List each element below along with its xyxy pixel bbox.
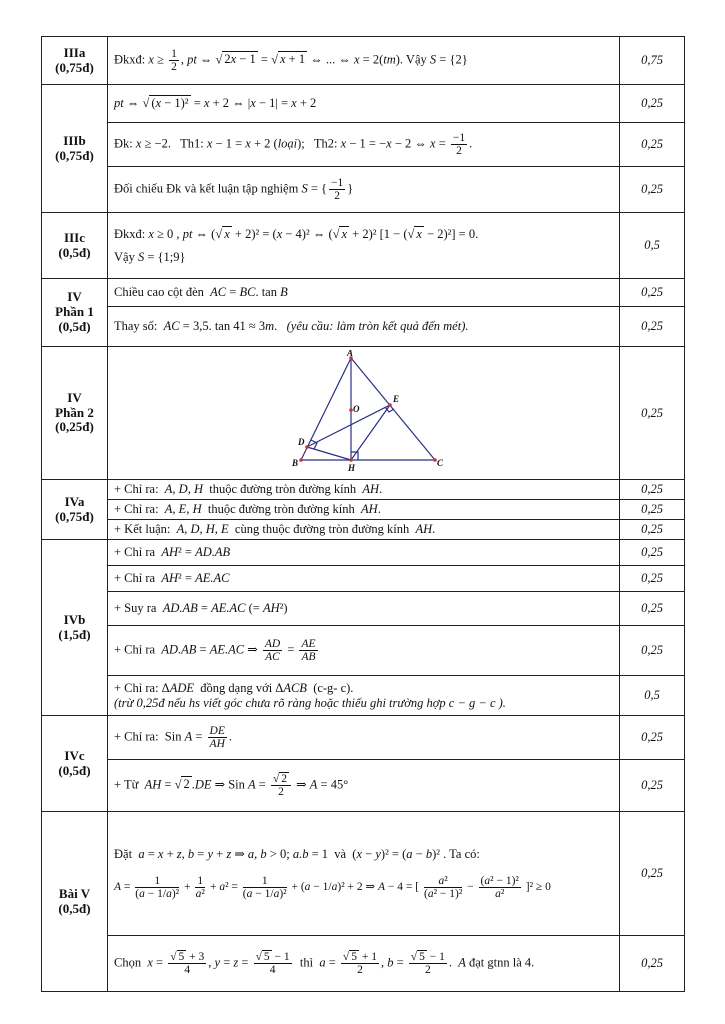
answer-IIIa: Đkxđ: x ≥ $\frac{1}{2}$ , pt ⇔ √ 2x − 1 = √ x + 1 ⇔ ... ⇔ x = 2(tm). Vậy S = {2} (108, 37, 620, 85)
score-IV-1-2: 0,25 (620, 307, 685, 347)
score-V-1: 0,25 (620, 812, 685, 936)
score-IIIb-1: 0,25 (620, 85, 685, 123)
answer-IVb-4: + Chỉ ra AD.AB = AE.AC ⇒ $\frac{AD}{AC}$ = $\frac{AE}{AB}$ (108, 626, 620, 676)
section-label-IVa: IVa (0,75đ) (42, 480, 108, 540)
score-IVc-2: 0,25 (620, 760, 685, 812)
score-IV-1-1: 0,25 (620, 279, 685, 307)
score-IIIc: 0,5 (620, 213, 685, 279)
answer-IIIb-2: Đk: x ≥ −2. Th1: x − 1 = x + 2 (loại); Th2: x − 1 = −x − 2 ⇔ x = $\frac{-1}{2}$ . (108, 123, 620, 167)
answer-IVb-3: + Suy ra AD.AB = AE.AC (= AH²) (108, 592, 620, 626)
answer-IVb-1: + Chỉ ra AH² = AD.AB (108, 540, 620, 566)
answer-IVb-2: + Chỉ ra AH² = AE.AC (108, 566, 620, 592)
point-label-D: D (297, 437, 304, 447)
answer-IIIb-1: pt ⇔ √ (x − 1)² = x + 2 ⇔ |x − 1| = x + 2 (108, 85, 620, 123)
answer-key-table (41, 36, 685, 992)
point-label-A: A (346, 350, 353, 358)
section-label-IV-2: IV Phần 2 (0,25đ) (42, 347, 108, 480)
section-label-V: Bài V (0,5đ) (42, 812, 108, 992)
answer-IV-1-2: Thay số: AC = 3,5. tan 41 ≈ 3m. (yêu cầu: làm tròn kết quả đến mét). (108, 307, 620, 347)
point-label-E: E (392, 394, 399, 404)
answer-IVb-5: + Chỉ ra: ΔADE đồng dạng với ΔACB (c-g- c). (trừ 0,25đ nếu hs viết góc chưa rõ ràng hoặc thiếu ghi trường hợp c − g − c ). (108, 676, 620, 716)
answer-IVa-3: + Kết luận: A, D, H, E cùng thuộc đường tròn đường kính AH. (108, 520, 620, 540)
section-label-IIIb: IIIb (0,75đ) (42, 85, 108, 213)
section-label-IIIc: IIIc (0,5đ) (42, 213, 108, 279)
answer-IIIb-3: Đối chiếu Đk và kết luận tập nghiệm S = { $\frac{-1}{2}$ } (108, 167, 620, 213)
answer-IVc-2: + Từ AH = √ 2 .DE ⇒ Sin A = $\frac{√ 2}{2}$ ⇒ A = 45° (108, 760, 620, 812)
triangle-figure (269, 350, 459, 476)
section-label-IVb: IVb (1,5đ) (42, 540, 108, 716)
answer-IVc-1: + Chỉ ra: Sin A = $\frac{DE}{AH}$ . (108, 716, 620, 760)
score-V-2: 0,25 (620, 936, 685, 992)
point-label-B: B (291, 458, 298, 468)
section-label-IIIa: IIIa (0,75đ) (42, 37, 108, 85)
score-IVb-4: 0,25 (620, 626, 685, 676)
score-IVa-1: 0,25 (620, 480, 685, 500)
score-IVa-2: 0,25 (620, 500, 685, 520)
score-IV-2: 0,25 (620, 347, 685, 480)
score-IIIa: 0,75 (620, 37, 685, 85)
point-label-H: H (347, 463, 355, 473)
answer-V-1: Đặt a = x + z, b = y + z ⇒ a, b > 0; a.b = 1 và (x − y)² = (a − b)² . Ta có: A = $\frac{1}{\text{(a − 1/a)²}}$ + $\frac{1}{\text{a²}}$ + a² = $\frac{1}{\text{(a − 1/a)²}}$ + (a − 1/a)² + 2 ⇒ A − 4 = [ $\frac{\text{a²}}{\text{(a² − 1)²}}$ − $\frac{\text{(a² − 1)²}}{\text{a²}}$ ]² ≥ 0 (108, 812, 620, 936)
score-IVb-2: 0,25 (620, 566, 685, 592)
score-IVb-3: 0,25 (620, 592, 685, 626)
score-IVa-3: 0,25 (620, 520, 685, 540)
score-IIIb-3: 0,25 (620, 167, 685, 213)
score-IVb-1: 0,25 (620, 540, 685, 566)
section-label-IV-1: IV Phần 1 (0,5đ) (42, 279, 108, 347)
geometry-figure-cell (108, 347, 620, 480)
answer-IIIc: Đkxđ: x ≥ 0 , pt ⇔ (√ x + 2)² = (x − 4)² ⇔ (√ x + 2)² [1 − (√ x − 2)²] = 0. Vậy S = {1;9} (108, 213, 620, 279)
point-label-O: O (352, 404, 359, 414)
point-label-C: C (436, 458, 443, 468)
section-label-IVc: IVc (0,5đ) (42, 716, 108, 812)
answer-IVa-1: + Chỉ ra: A, D, H thuộc đường tròn đường kính AH. (108, 480, 620, 500)
score-IVb-5: 0,5 (620, 676, 685, 716)
answer-V-2: Chọn x = $\frac{√ 5 + 3}{4}$ , y = z = $\frac{√ 5 - 1}{4}$ thì a = $\frac{√ 5 + 1}{2}$ , b = $\frac{√ 5 - 1}{2}$ . A đạt gtnn là 4. (108, 936, 620, 992)
answer-IV-1-1: Chiều cao cột đèn AC = BC. tan B (108, 279, 620, 307)
score-IIIb-2: 0,25 (620, 123, 685, 167)
score-IVc-1: 0,25 (620, 716, 685, 760)
answer-IVa-2: + Chỉ ra: A, E, H thuộc đường tròn đường kính AH. (108, 500, 620, 520)
